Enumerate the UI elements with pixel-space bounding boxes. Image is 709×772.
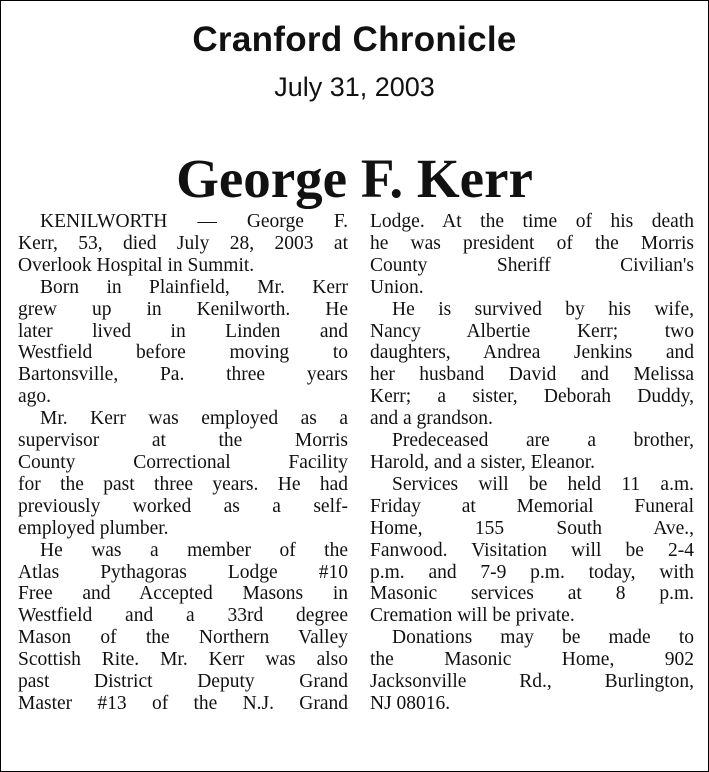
text-line: Overlook Hospital in Summit. xyxy=(18,254,255,276)
text-line: Westfield and a 33rd degree xyxy=(18,605,348,627)
text-line: He is survived by his wife, xyxy=(392,298,694,320)
publication-date: July 31, 2003 xyxy=(274,72,435,102)
text-line: for the past three years. He had xyxy=(18,473,348,495)
text-line: the Masonic Home, 902 xyxy=(370,649,694,671)
text-line: he was president of the Morris xyxy=(370,232,694,254)
text-line: Atlas Pythagoras Lodge #10 xyxy=(18,561,348,583)
text-line: grew up in Kenilworth. He xyxy=(18,298,348,320)
text-line: Born in Plainfield, Mr. Kerr xyxy=(40,276,348,298)
article-column-right xyxy=(370,211,694,715)
text-line: Master #13 of the N.J. Grand xyxy=(18,692,348,714)
text-line: Scottish Rite. Mr. Kerr was also xyxy=(18,649,348,671)
text-line: ago. xyxy=(18,386,52,408)
text-line: supervisor at the Morris xyxy=(18,430,348,452)
text-line: Nancy Albertie Kerr; two xyxy=(370,320,694,342)
text-line: Bartonsville, Pa. three years xyxy=(18,364,348,386)
text-line: Jacksonville Rd., Burlington, xyxy=(370,671,694,693)
text-line: Predeceased are a brother, xyxy=(392,430,694,452)
text-line: Services will be held 11 a.m. xyxy=(392,473,694,495)
text-line: Mr. Kerr was employed as a xyxy=(40,408,348,430)
text-line: Home, 155 South Ave., xyxy=(370,517,694,539)
text-line: Friday at Memorial Funeral xyxy=(370,495,694,517)
text-line: County Correctional Facility xyxy=(18,451,348,473)
text-line: p.m. and 7-9 p.m. today, with xyxy=(370,561,694,583)
text-line: Lodge. At the time of his death xyxy=(370,211,694,232)
text-line: past District Deputy Grand xyxy=(18,671,348,693)
text-line: employed plumber. xyxy=(18,517,169,539)
text-line: KENILWORTH — George F. xyxy=(40,211,348,232)
text-line: County Sheriff Civilian's xyxy=(370,254,694,276)
article-column-left xyxy=(18,211,348,715)
obituary-headline: George F. Kerr xyxy=(176,148,533,209)
text-line: Fanwood. Visitation will be 2-4 xyxy=(370,539,694,561)
text-line: Harold, and a sister, Eleanor. xyxy=(370,451,596,473)
text-line: Kerr, 53, died July 28, 2003 at xyxy=(18,232,348,254)
text-line: her husband David and Melissa xyxy=(370,364,694,386)
text-line: Donations may be made to xyxy=(392,627,694,649)
text-line: NJ 08016. xyxy=(370,692,451,714)
text-line: Cremation will be private. xyxy=(370,605,575,627)
text-line: and a grandson. xyxy=(370,408,493,430)
text-line: previously worked as a self- xyxy=(18,495,348,517)
text-line: He was a member of the xyxy=(40,539,348,561)
text-line: later lived in Linden and xyxy=(18,320,348,342)
text-line: Mason of the Northern Valley xyxy=(18,627,348,649)
newspaper-name: Cranford Chronicle xyxy=(192,20,517,59)
text-line: Kerr; a sister, Deborah Duddy, xyxy=(370,386,694,408)
text-line: Union. xyxy=(370,276,424,298)
text-line: daughters, Andrea Jenkins and xyxy=(370,342,694,364)
text-line: Free and Accepted Masons in xyxy=(18,583,348,605)
text-line: Masonic services at 8 p.m. xyxy=(370,583,694,605)
text-line: Westfield before moving to xyxy=(18,342,348,364)
